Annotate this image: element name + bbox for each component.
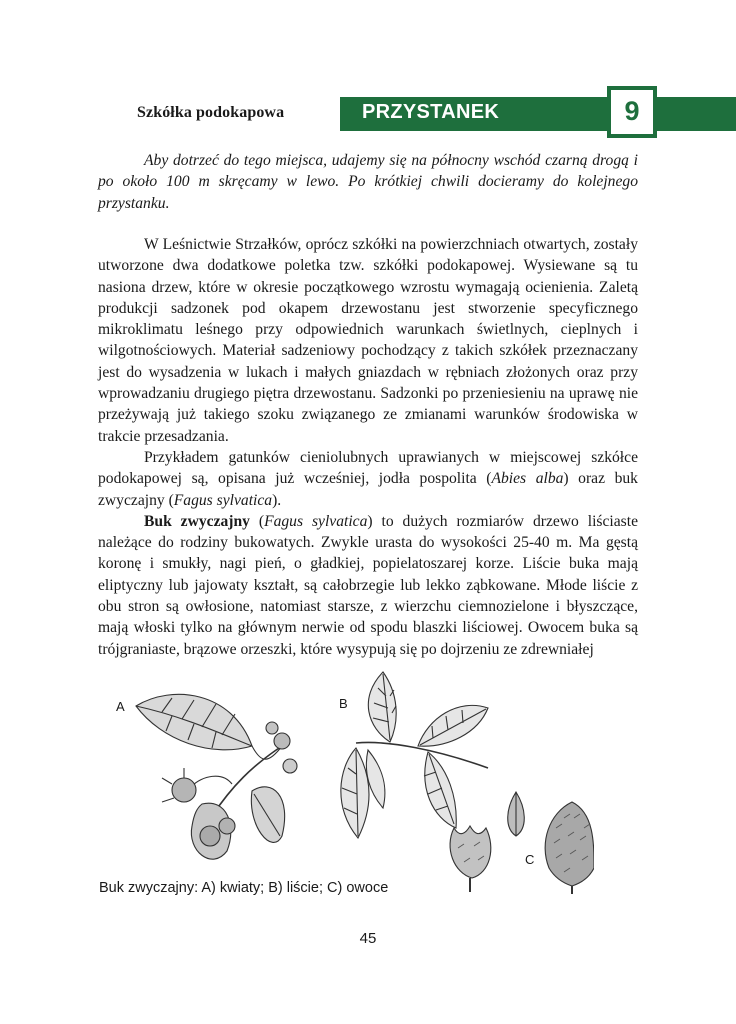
latin-name-fagus-2: Fagus sylvatica [264, 512, 368, 530]
figure-caption: Buk zwyczajny: A) kwiaty; B) liście; C) owoce [99, 880, 389, 896]
figure-label-b: B [339, 696, 348, 711]
paragraph-2-start: Przykładem gatunków cieniolubnych uprawianych w miejscowej szkółce podokapowej są, opisana już wcześniej, jodła pospolita ( [98, 448, 638, 488]
beech-flowers-illustration [132, 686, 302, 876]
figure-label-c: C [525, 852, 535, 867]
paragraph-3 [98, 511, 638, 660]
stop-number: 9 [624, 96, 640, 126]
stop-banner [340, 97, 736, 131]
latin-name-fagus: Fagus sylvatica [173, 491, 273, 509]
latin-name-abies: Abies alba [491, 470, 564, 488]
beech-fruits-illustration [444, 788, 594, 896]
paragraph-1: W Leśnictwie Strzałków, oprócz szkółki na powierzchniach otwartych, zostały utworzone dwa dodatkowe poletka tzw. szkółki podokapowej. Wysiewane są tu nasiona drzew, które w okresie początkowego wzrostu wymagają ocienienia. Zaletą produkcji sadzonek pod okapem drzewostanu jest stworzenie specyficznego mikroklimatu leśnego przy odpowiednich warunkach świetlnych, cieplnych i wilgotnościowych. Materiał sadzeniowy pochodzący z takich szkółek przeznaczany jest do wysadzenia w lukach i małych gniazdach w rębniach złożonych oraz przy wprowadzaniu drugiego piętra drzewostanu. Sadzonki po przeniesieniu na uprawę nie przeżywają już takiego szoku związanego ze zmianami warunków środowiska w trakcie przesadzania. [98, 236, 638, 445]
paragraph-3-open: ( [249, 512, 265, 530]
page-number: 45 [359, 930, 377, 947]
stop-banner-label: PRZYSTANEK [362, 101, 500, 123]
main-text [98, 234, 638, 660]
paragraph-2-mid: ) oraz buk zwyczajny ( [98, 470, 638, 509]
intro-paragraph [98, 150, 638, 214]
paragraph-2 [98, 447, 638, 511]
section-title: Szkółka podokapowa [137, 104, 285, 121]
figure-label-a: A [116, 699, 125, 714]
paragraph-2-end: ). [272, 491, 282, 509]
paragraph-3-rest: ) to dużych rozmiarów drzewo liściaste należące do rodziny bukowatych. Zwykle urasta do wysokości 25-40 m. Ma gęstą koronę i smukły, nagi pień, o gładkiej, popielatoszarej korze. Liście buka mają eliptyczny lub jajowaty kształt, są całobrzegie lub lekko ząbkowane. Młode liście z obu stron są owłosione, natomiast starsze, z wierzchu ciemnozielone i błyszczące, mają włoski tylko na głównym nerwie od spodu blaszki liściowej. Owocem buka są trójgraniaste, brązowe orzeszki, które wysypują się po dojrzeniu ze zdrewniałej [98, 512, 638, 658]
intro-text: Aby dotrzeć do tego miejsca, udajemy się na północny wschód czarną drogą i po około 100 m skręcamy w lewo. Po krótkiej chwili docieramy do kolejnego przystanku. [98, 152, 638, 212]
species-heading: Buk zwyczajny [144, 512, 250, 530]
stop-number-box [607, 86, 657, 138]
